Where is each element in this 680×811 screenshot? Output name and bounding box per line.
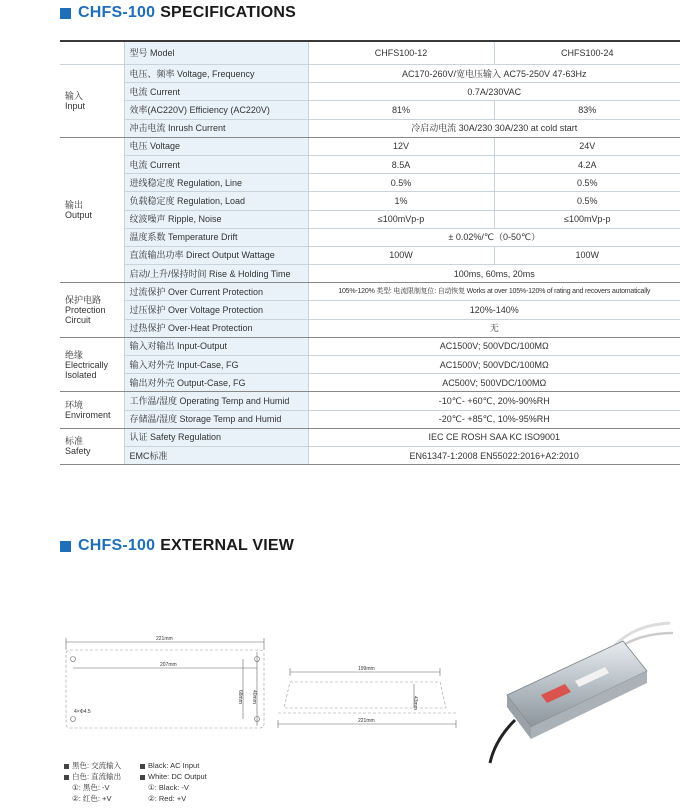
spec-heading-model: CHFS-100 (78, 4, 156, 21)
table-row: 冲击电流 Inrush Current 冷启动电流 30A/230 30A/230 at cold start (60, 119, 680, 137)
legend-item: 黑色: 交流输入 (64, 760, 121, 771)
model-col2: CHFS100-24 (494, 41, 680, 65)
model-col1: CHFS100-12 (308, 41, 494, 65)
external-heading (60, 537, 294, 555)
table-row: EMC标准 EN61347-1:2008 EN55022:2016+A2:2010 (60, 446, 680, 464)
spec-table (60, 40, 680, 465)
table-row: 保护电路 Protection Circuit 过流保护 Over Current Protection 105%-120% 类型: 电流限制复位: 自动恢复 Works at over 105%-120% of rating and recovers automatically (60, 283, 680, 301)
table-row: 输入 Input 电压、频率 Voltage, Frequency AC170-260V/宽电压输入 AC75-250V 47-63Hz (60, 65, 680, 83)
table-row: 过压保护 Over Voltage Protection 120%-140% (60, 301, 680, 319)
table-row: 存储温/湿度 Storage Temp and Humid -20℃- +85℃, 10%-95%RH (60, 410, 680, 428)
external-heading-title: EXTERNAL VIEW (160, 537, 295, 554)
external-heading-model: CHFS-100 (78, 537, 156, 554)
legend-item: ②: Red: +V (148, 794, 187, 803)
table-row: 电流 Current 0.7A/230VAC (60, 83, 680, 101)
product-photo (485, 615, 680, 765)
legend-item: Black: AC Input (140, 760, 207, 771)
heading-square-icon (60, 541, 71, 552)
model-label: 型号 Model (124, 41, 308, 65)
table-header-row (60, 41, 680, 65)
table-row: 绝缘 Electrically Isolated 输入对输出 Input-Output AC1500V; 500VDC/100MΩ (60, 337, 680, 355)
legend-en (140, 760, 207, 804)
dim-40-label: 40mm (251, 690, 257, 704)
table-row: 温度系数 Temperature Drift ± 0.02%/℃（0-50℃） (60, 228, 680, 246)
table-row: 输入对外壳 Input-Case, FG AC1500V; 500VDC/100MΩ (60, 356, 680, 374)
black-cable (490, 720, 515, 763)
table-row: 直流输出功率 Direct Output Wattage 100W 100W (60, 246, 680, 264)
group-isolated: 绝缘 Electrically Isolated (60, 337, 124, 392)
table-row: 效率(AC220V) Efficiency (AC220V) 81% 83% (60, 101, 680, 119)
table-row: 输出对外壳 Output-Case, FG AC500V; 500VDC/100MΩ (60, 374, 680, 392)
mount-hole-icon (71, 717, 76, 722)
table-row: 环境 Enviroment 工作温/湿度 Operating Temp and Humid -10℃- +60℃, 20%-90%RH (60, 392, 680, 410)
table-row: 电流 Current 8.5A 4.2A (60, 155, 680, 173)
legend-item: ①: 黑色: -V (72, 783, 110, 792)
heading-square-icon (60, 8, 71, 19)
table-row: 启动/上升/保持时间 Rise & Holding Time 100ms, 60ms, 20ms (60, 265, 680, 283)
table-row: 标准 Safety 认证 Safety Regulation IEC CE ROSH SAA KC ISO9001 (60, 428, 680, 446)
dim-68-label: 68mm (237, 690, 243, 704)
dim-221-label: 221mm (156, 636, 173, 642)
group-output: 输出 Output (60, 137, 124, 283)
group-environment: 环境 Enviroment (60, 392, 124, 428)
group-safety: 标准 Safety (60, 428, 124, 464)
table-row: 进线稳定度 Regulation, Line 0.5% 0.5% (60, 174, 680, 192)
top-view-drawing (60, 630, 275, 735)
table-row: 过热保护 Over-Heat Protection 无 (60, 319, 680, 337)
legend-cn (64, 760, 121, 804)
group-input: 输入 Input (60, 65, 124, 138)
hole-label: 4×Φ4.5 (74, 709, 91, 715)
mount-hole-icon (71, 657, 76, 662)
legend-item: White: DC Output (140, 771, 207, 782)
side-view-drawing (268, 660, 468, 735)
table-row: 纹波噪声 Ripple, Noise ≤100mVp-p ≤100mVp-p (60, 210, 680, 228)
dim-43-label: 43mm (412, 696, 418, 710)
dim-221b-label: 221mm (358, 718, 375, 724)
spec-heading-title: SPECIFICATIONS (160, 4, 297, 21)
case-profile (284, 682, 446, 708)
table-row: 输出 Output 电压 Voltage 12V 24V (60, 137, 680, 155)
dim-207-label: 207mm (160, 662, 177, 668)
legend-item: ①: Black: -V (148, 783, 189, 792)
table-row: 负载稳定度 Regulation, Load 1% 0.5% (60, 192, 680, 210)
legend-item: 白色: 直流输出 (64, 771, 121, 782)
dim-199-label: 199mm (358, 666, 375, 672)
spec-heading (60, 4, 296, 22)
legend-item: ②: 红色: +V (72, 794, 112, 803)
group-protection: 保护电路 Protection Circuit (60, 283, 124, 338)
